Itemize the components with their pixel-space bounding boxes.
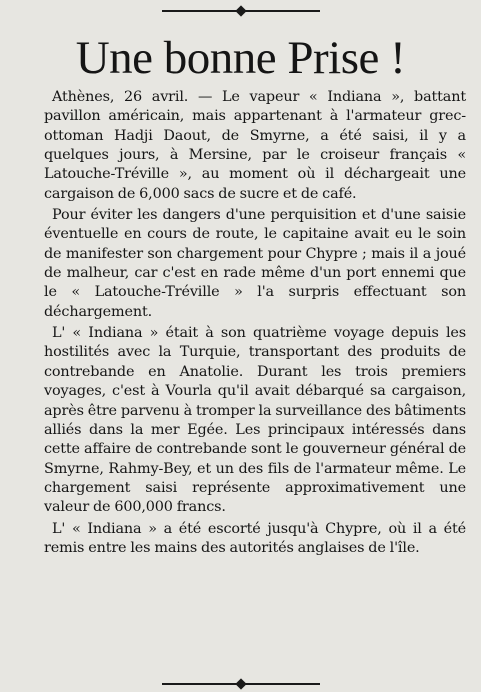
- article-paragraph: L' « Indiana » était à son quatrième voyage depuis les hostilités avec la Turquie, transportant des produits de contrebande en Anatolie. Durant les trois premiers voyages, c'est à Vourla qu'il avait débarqué sa cargaison, après être parvenu à tromper la surveillance des bâtiments alliés dans la mer Egée. Les principaux intéressés dans cette affaire de contrebande sont le gouverneur général de Smyrne, Rahmy-Bey, et un des fils de l'armateur même. Le chargement saisi représente approximativement une valeur de 600,000 francs.: [44, 325, 466, 516]
- article-headline: Une bonne Prise !: [75, 32, 406, 84]
- article-paragraph: Athènes, 26 avril. — Le vapeur « Indiana », battant pavillon américain, mais appartenant à l'armateur grec-ottoman Hadji Daout, de Smyrne, a été saisi, il y a quelques jours, à Mersine, par le croiseur français « Latouche-Tréville », au moment où il déchargeait une cargaison de 6,000 sacs de sucre et de café.: [44, 89, 466, 202]
- rule-ornament-dot: [235, 5, 246, 16]
- article-body: [44, 88, 466, 558]
- rule-line: [162, 10, 320, 12]
- top-ornamental-rule: [0, 4, 481, 18]
- rule-ornament-dot: [235, 678, 246, 689]
- bottom-ornamental-rule: [0, 677, 481, 691]
- article-paragraph: L' « Indiana » a été escorté jusqu'à Chypre, où il a été remis entre les mains des autorités anglaises de l'île.: [44, 520, 466, 556]
- rule-line: [162, 683, 320, 685]
- article-paragraph: Pour éviter les dangers d'une perquisition et d'une saisie éventuelle en cours de route, le capitaine avait eu le soin de manifester son chargement pour Chypre ; mais il a joué de malheur, car c'est en rade même d'un port ennemi que le « Latouche-Tréville » l'a surpris effectuant son déchargement.: [44, 207, 466, 320]
